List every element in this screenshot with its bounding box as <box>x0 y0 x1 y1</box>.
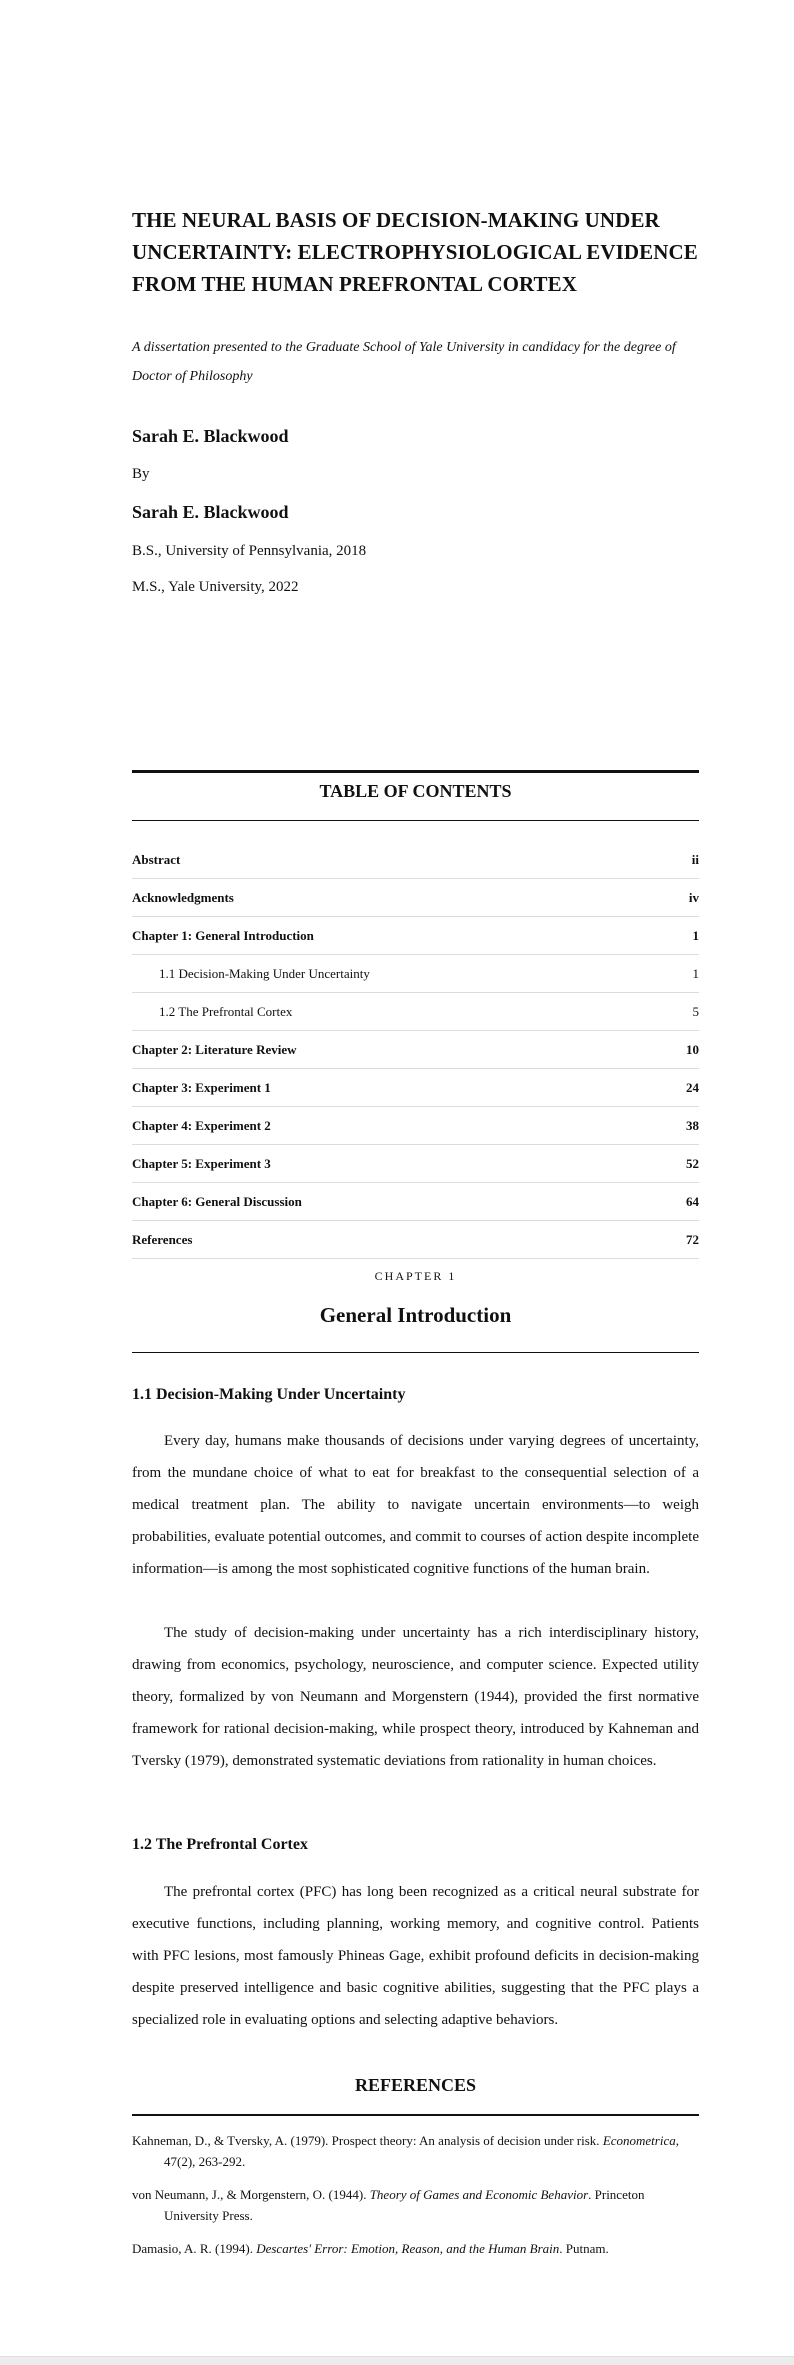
toc-entry-label: Chapter 1: General Introduction <box>132 928 314 943</box>
toc-entry-chapter-4[interactable] <box>132 1107 699 1145</box>
toc-entry-references[interactable] <box>132 1221 699 1259</box>
toc-entry-page: 24 <box>686 1080 699 1095</box>
section-heading-1-1: 1.1 Decision-Making Under Uncertainty <box>132 1386 406 1403</box>
reference-text: Damasio, A. R. (1994). <box>132 2241 257 2256</box>
toc-heading: TABLE OF CONTENTS <box>319 781 512 801</box>
body-paragraph: Every day, humans make thousands of decisions under varying degrees of uncertainty, from the mundane choice of what to eat for breakfast to the consequential selection of a medical treatment plan. The ability to navigate uncertain environments—to weigh probabilities, evaluate potential outcomes, and commit to courses of action despite incomplete information—is among the most sophisticated cognitive functions of the human brain. <box>132 1433 699 1577</box>
toc-entry-label: Chapter 6: General Discussion <box>132 1194 302 1209</box>
by-line: By <box>132 466 150 482</box>
reference-details: , 47(2), 263-292. <box>164 2133 679 2169</box>
toc-entry-chapter-6[interactable] <box>132 1183 699 1221</box>
references-list <box>132 2130 699 2271</box>
toc-entry-page: 1 <box>692 966 699 981</box>
reference-text: von Neumann, J., & Morgenstern, O. (1944). <box>132 2187 370 2202</box>
toc-entry-page: iv <box>688 890 699 905</box>
toc-entry-page: 5 <box>692 1004 699 1019</box>
toc-entry-label: Acknowledgments <box>132 890 234 905</box>
toc-entry-label: Chapter 3: Experiment 1 <box>132 1080 271 1095</box>
toc-entry-label: 1.1 Decision-Making Under Uncertainty <box>159 966 370 981</box>
toc-entry-abstract[interactable] <box>132 841 699 879</box>
dissertation-title: THE NEURAL BASIS OF DECISION-MAKING UNDER UNCERTAINTY: ELECTROPHYSIOLOGICAL EVIDENCE FROM THE HUMAN PREFRONTAL CORTEX <box>132 208 698 296</box>
reference-source: Econometrica <box>602 2133 676 2148</box>
toc-entry-page: 1 <box>692 928 699 943</box>
toc-entry-label: Chapter 2: Literature Review <box>132 1042 297 1057</box>
author-name: Sarah E. Blackwood <box>132 502 289 522</box>
reference-text: Kahneman, D., & Tversky, A. (1979). Prospect theory: An analysis of decision under risk. <box>132 2133 603 2148</box>
chapter-title: General Introduction <box>319 1303 512 1327</box>
toc-list <box>132 841 699 1259</box>
references-heading: REFERENCES <box>354 2075 477 2095</box>
toc-entry-acknowledgments[interactable] <box>132 879 699 917</box>
author-name-top: Sarah E. Blackwood <box>132 426 289 446</box>
toc-entry-section-1-2[interactable] <box>132 993 699 1031</box>
reference-source: Descartes' Error: Emotion, Reason, and the Human Brain <box>256 2241 560 2256</box>
degree-bs: B.S., University of Pennsylvania, 2018 <box>132 543 367 559</box>
toc-entry-chapter-1[interactable] <box>132 917 699 955</box>
dissertation-subtitle: A dissertation presented to the Graduate School of Yale University in candidacy for the degree of Doctor of Philosophy <box>132 340 676 384</box>
toc-top-rule <box>132 770 699 773</box>
toc-entry-page: 10 <box>686 1042 699 1057</box>
toc-entry-chapter-3[interactable] <box>132 1069 699 1107</box>
reference-details: . Putnam. <box>559 2241 609 2256</box>
body-paragraph: The prefrontal cortex (PFC) has long been recognized as a critical neural substrate for executive functions, including planning, working memory, and cognitive control. Patients with PFC lesions, most famously Phineas Gage, exhibit profound deficits in decision-making despite preserved intelligence and basic cognitive abilities, suggesting that the PFC plays a specialized role in evaluating options and selecting adaptive behaviors. <box>132 1884 699 2028</box>
toc-heading-rule <box>132 820 699 821</box>
toc-entry-page: 72 <box>686 1232 699 1247</box>
reference-entry <box>132 2130 699 2172</box>
chapter-rule <box>132 1352 699 1353</box>
toc-entry-label: Chapter 5: Experiment 3 <box>132 1156 271 1171</box>
toc-entry-label: 1.2 The Prefrontal Cortex <box>159 1004 293 1019</box>
toc-entry-section-1-1[interactable] <box>132 955 699 993</box>
toc-entry-chapter-2[interactable] <box>132 1031 699 1069</box>
reference-entry <box>132 2238 699 2259</box>
reference-source: Theory of Games and Economic Behavior <box>369 2187 589 2202</box>
toc-entry-page: 38 <box>686 1118 699 1133</box>
toc-entry-page: ii <box>691 852 699 867</box>
toc-entry-label: Chapter 4: Experiment 2 <box>132 1118 271 1133</box>
degree-ms: M.S., Yale University, 2022 <box>132 579 299 595</box>
toc-entry-label: References <box>132 1232 193 1247</box>
toc-entry-label: Abstract <box>132 852 181 867</box>
toc-entry-page: 64 <box>686 1194 699 1209</box>
toc-entry-page: 52 <box>686 1156 699 1171</box>
body-paragraph: The study of decision-making under uncertainty has a rich interdisciplinary history, drawing from economics, psychology, neuroscience, and computer science. Expected utility theory, formalized by von Neumann and Morgenstern (1944), provided the first normative framework for rational decision-making, while prospect theory, introduced by Kahneman and Tversky (1979), demonstrated systematic deviations from rationality in human choices. <box>132 1625 699 1769</box>
chapter-kicker: CHAPTER 1 <box>374 1269 457 1283</box>
section-heading-1-2: 1.2 The Prefrontal Cortex <box>132 1836 308 1853</box>
references-rule <box>132 2114 699 2116</box>
reference-details: . Princeton University Press. <box>164 2187 645 2223</box>
toc-entry-chapter-5[interactable] <box>132 1145 699 1183</box>
reference-entry <box>132 2184 699 2226</box>
